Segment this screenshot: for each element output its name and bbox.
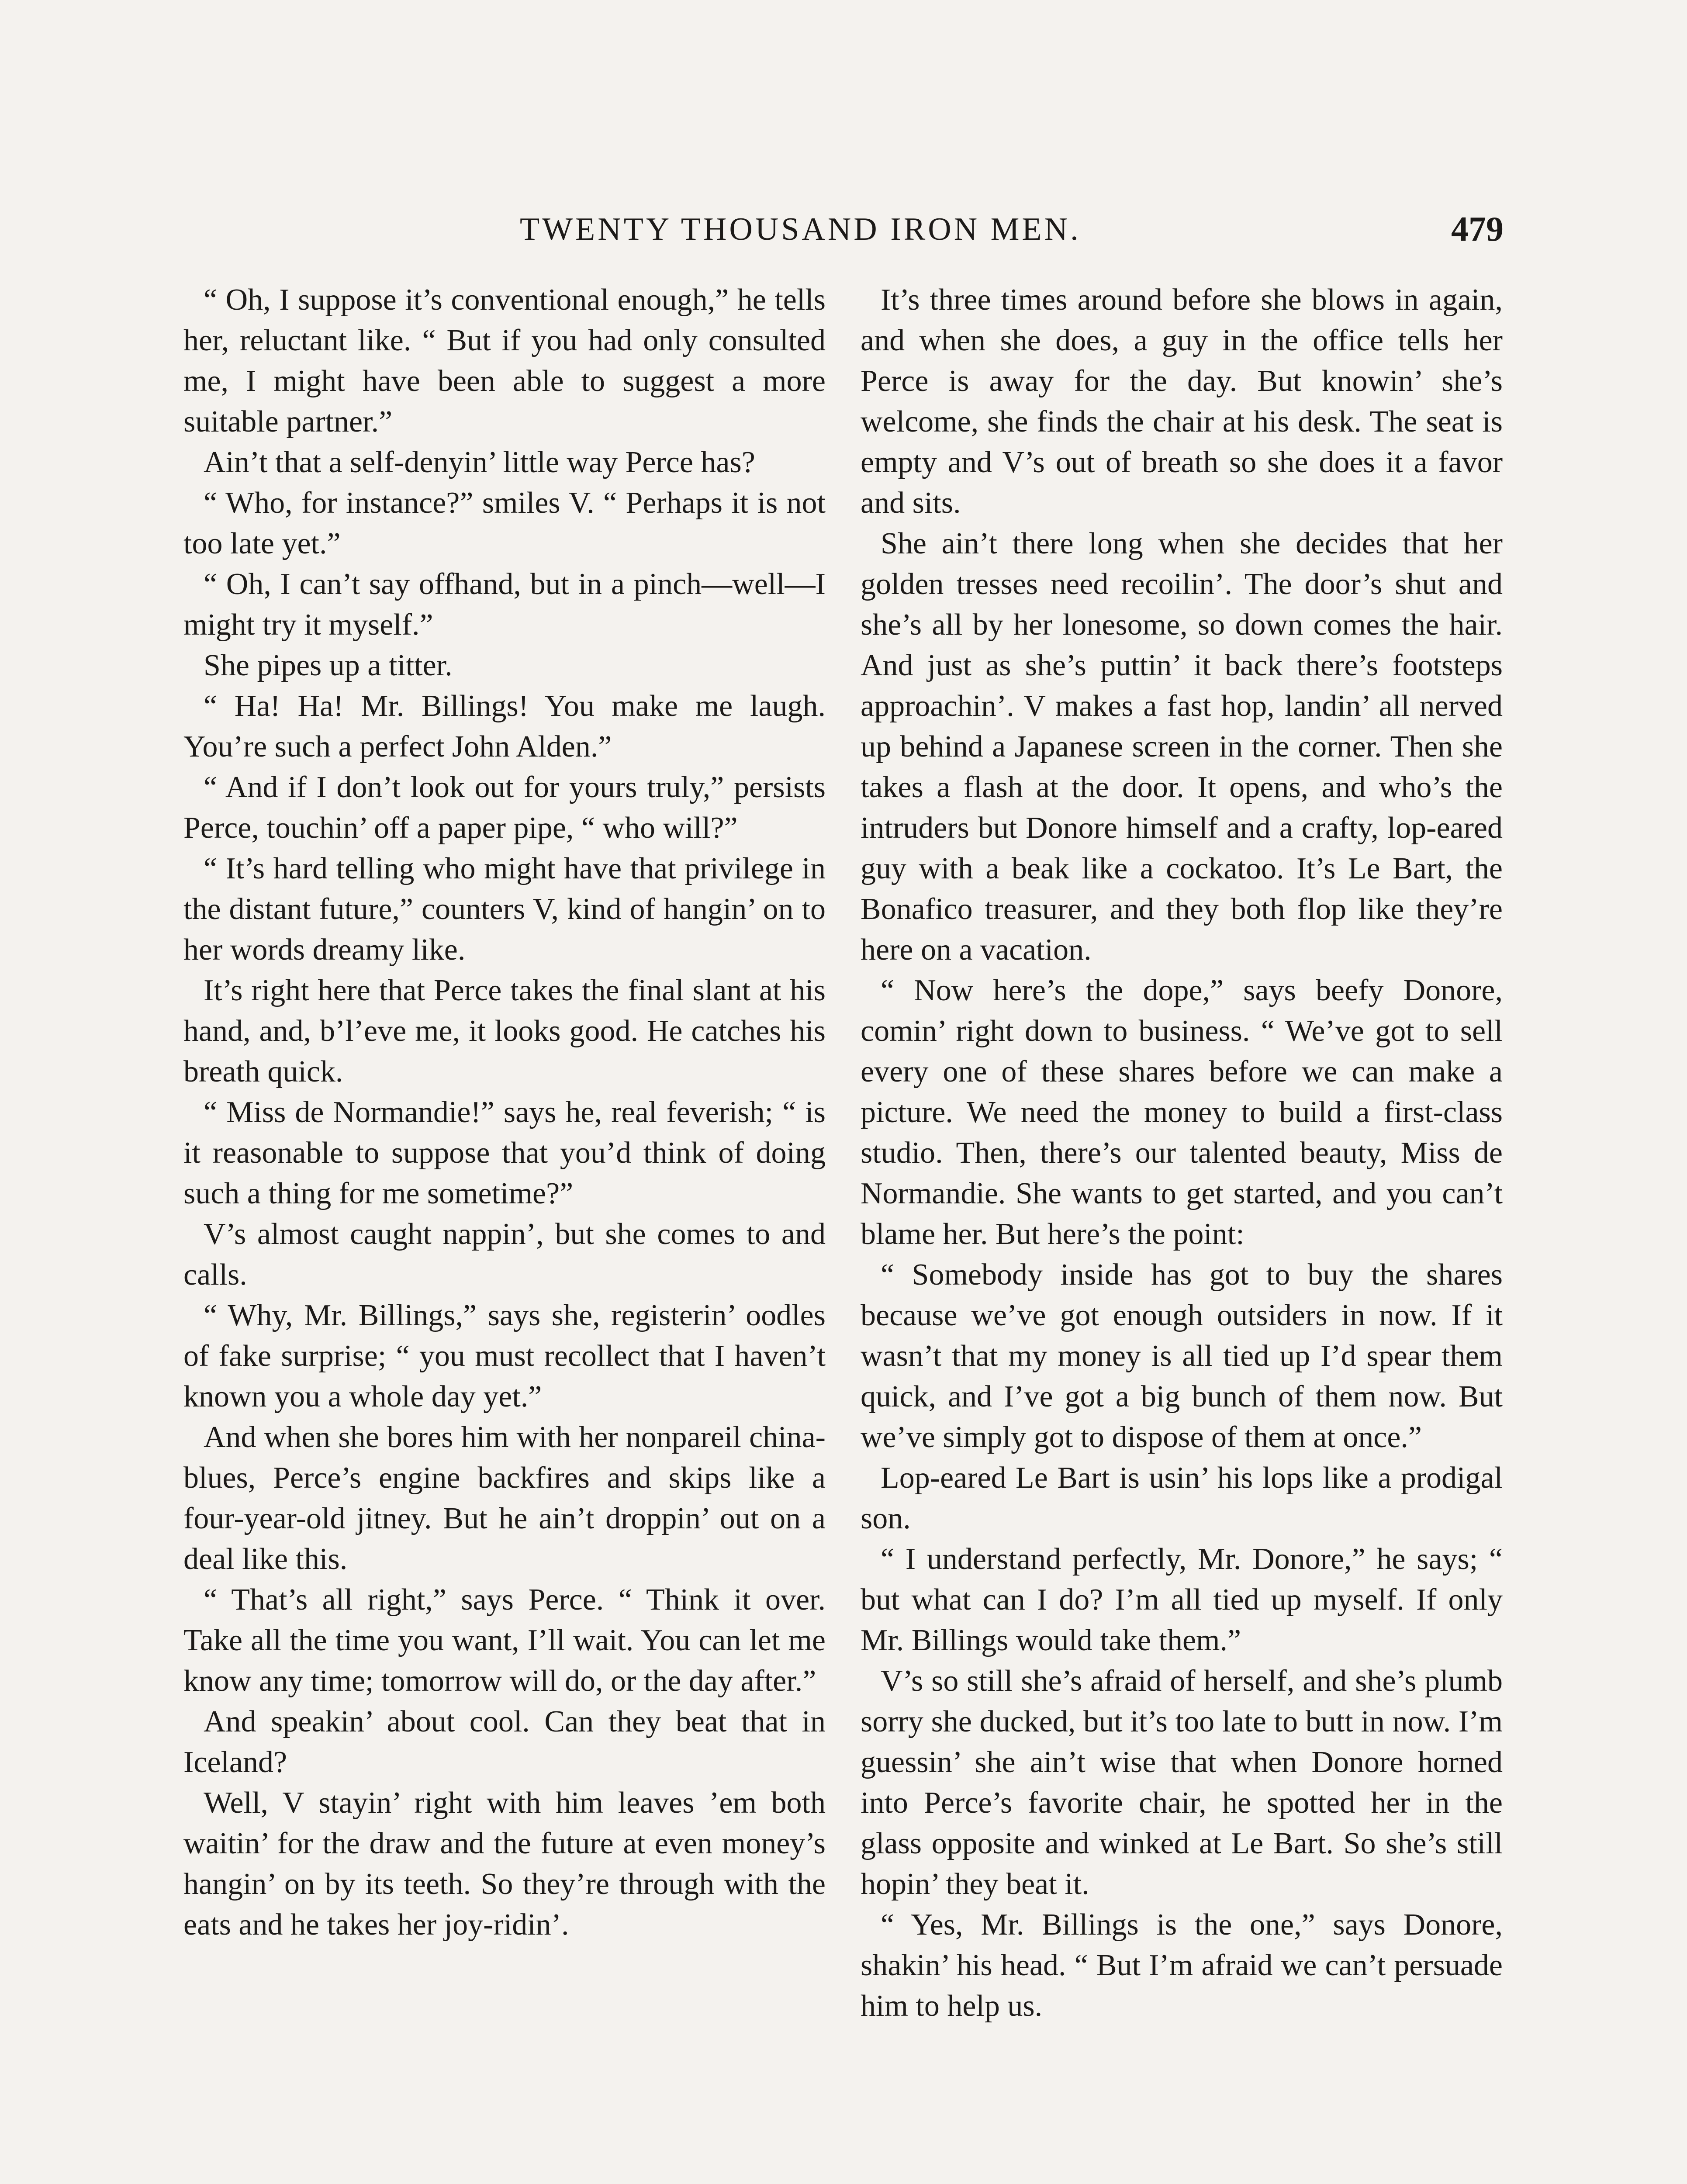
paragraph: “ It’s hard telling who might have that privilege in the distant future,” counters V, kind of hangin’ on to her words dreamy like. [183,852,826,967]
paragraph: V’s almost caught nappin’, but she comes to and calls. [183,1217,826,1292]
paragraph: And speakin’ about cool. Can they beat that in Iceland? [183,1705,826,1779]
paragraph: “ That’s all right,” says Perce. “ Think it over. Take all the time you want, I’ll wait. You can let me know any time; tomorrow will do, or the day after.” [183,1583,826,1698]
running-head [0,205,1687,258]
paragraph: “ I understand perfectly, Mr. Donore,” he says; “ but what can I do? I’m all tied up myself. If only Mr. Billings would take them.” [861,1542,1503,1657]
paragraph: “ Yes, Mr. Billings is the one,” says Donore, shakin’ his head. “ But I’m afraid we can’t persuade him to help us. [861,1908,1503,2023]
paragraph: “ Who, for instance?” smiles V. “ Perhaps it is not too late yet.” [183,486,826,560]
page-number: 479 [1451,210,1504,249]
paragraph: It’s three times around before she blows in again, and when she does, a guy in the office tells her Perce is away for the day. But knowin’ she’s welcome, she finds the chair at his desk. The seat is empty and V’s out of breath so she does it a favor and sits. [861,283,1503,520]
paragraph: Lop-eared Le Bart is usin’ his lops like a prodigal son. [861,1461,1503,1535]
paragraph: “ Miss de Normandie!” says he, real feverish; “ is it reasonable to suppose that you’d think of doing such a thing for me sometime?” [183,1095,826,1210]
paragraph: “ And if I don’t look out for yours truly,” persists Perce, touchin’ off a paper pipe, “ who will?” [183,771,826,845]
paragraph: It’s right here that Perce takes the final slant at his hand, and, b’l’eve me, it looks good. He catches his breath quick. [183,974,826,1089]
paragraph: Ain’t that a self-denyin’ little way Perce has? [204,446,755,479]
paragraph: “ Why, Mr. Billings,” says she, registerin’ oodles of fake surprise; “ you must recollect that I haven’t known you a whole day yet.” [183,1299,826,1413]
paragraph: “ Oh, I can’t say offhand, but in a pinch—well—I might try it myself.” [183,567,826,642]
paragraph: “ Ha! Ha! Mr. Billings! You make me laugh. You’re such a perfect John Alden.” [183,689,826,764]
left-column [183,280,826,1945]
paragraph: Well, V stayin’ right with him leaves ’em both waitin’ for the draw and the future at even money’s hangin’ on by its teeth. So they’re through with the eats and he takes her joy-ridin’. [183,1786,826,1942]
paragraph: She ain’t there long when she decides that her golden tresses need recoilin’. The door’s shut and she’s all by her lonesome, so down comes the hair. And just as she’s puttin’ it back there’s footsteps approachin’. V makes a fast hop, landin’ all nerved up behind a Japanese screen in the corner. Then she takes a flash at the door. It opens, and who’s the intruders but Donore himself and a crafty, lop-eared guy with a beak like a cockatoo. It’s Le Bart, the Bonafico treasurer, and they both flop like they’re here on a vacation. [861,527,1503,967]
paragraph: “ Somebody inside has got to buy the shares because we’ve got enough outsiders in now. If it wasn’t that my money is all tied up I’d spear them quick, and I’ve got a big bunch of them now. But we’ve simply got to dispose of them at once.” [861,1258,1503,1454]
paragraph: “ Now here’s the dope,” says beefy Donore, comin’ right down to business. “ We’ve got to sell every one of these shares before we can make a picture. We need the money to build a first-class studio. Then, there’s our talented beauty, Miss de Normandie. She wants to get started, and you can’t blame her. But here’s the point: [861,974,1503,1251]
paragraph: “ Oh, I suppose it’s conventional enough,” he tells her, reluctant like. “ But if you had only consulted me, I might have been able to suggest a more suitable partner.” [183,283,826,439]
right-column [861,280,1503,2026]
paragraph: And when she bores him with her nonpareil china-blues, Perce’s engine backfires and skips like a four-year-old jitney. But he ain’t droppin’ out on a deal like this. [183,1420,826,1576]
paragraph: She pipes up a titter. [204,649,453,682]
running-title: TWENTY THOUSAND IRON MEN. [520,211,1081,247]
paragraph: V’s so still she’s afraid of herself, and she’s plumb sorry she ducked, but it’s too late to butt in now. I’m guessin’ she ain’t wise that when Donore horned into Perce’s favorite chair, he spotted her in the glass opposite and winked at Le Bart. So she’s still hopin’ they beat it. [861,1664,1503,1901]
